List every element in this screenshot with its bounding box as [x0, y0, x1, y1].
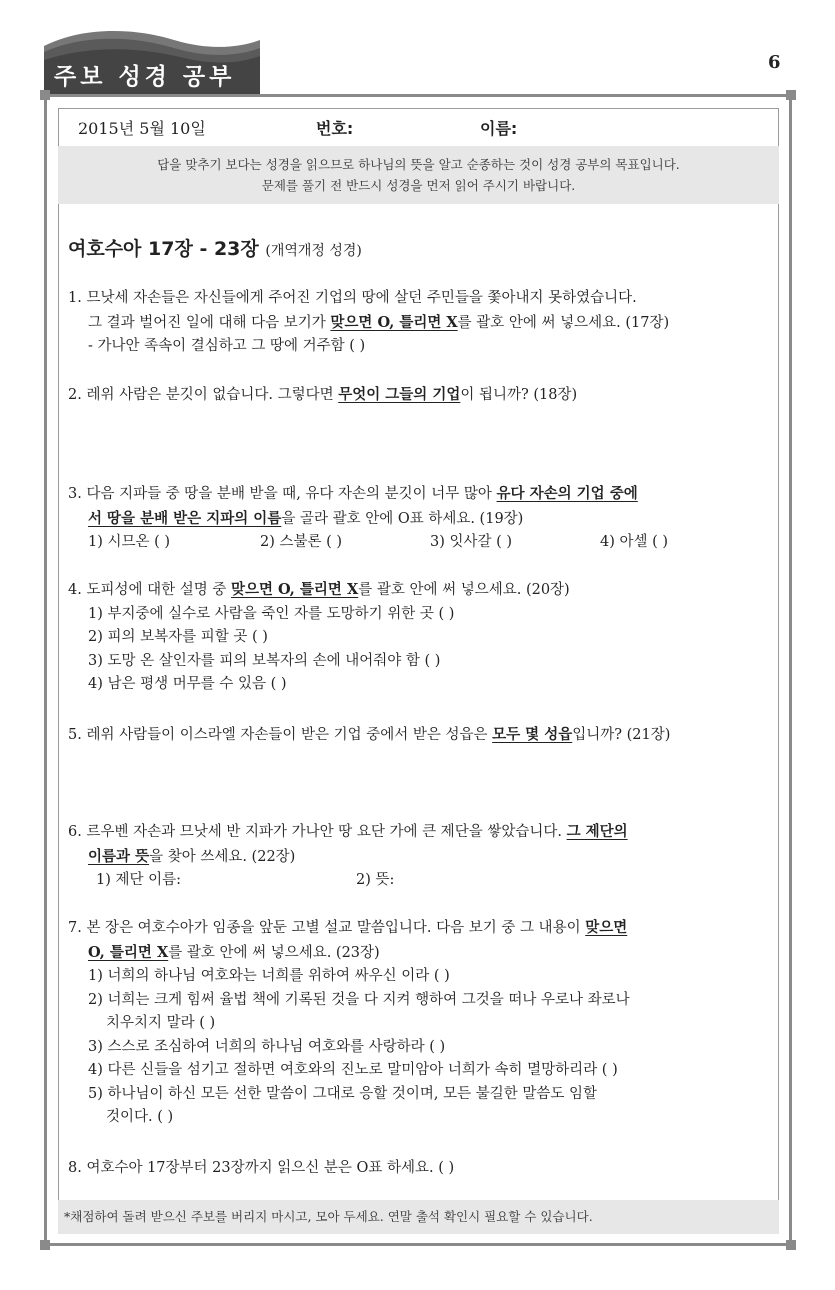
answer-option: 4) 남은 평생 머무를 수 있음 ( ): [88, 676, 287, 692]
emphasis: 그 제단의: [566, 823, 628, 840]
question-3: [68, 482, 768, 555]
section-subtitle: (개역개정 성경): [265, 243, 362, 259]
question-text: 2. 레위 사람은 분깃이 없습니다. 그렇다면 무엇이 그들의 기업이 됩니까? (18장): [68, 386, 578, 403]
name-label: 이름:: [480, 119, 518, 138]
notice-line: 문제를 풀기 전 반드시 성경을 먼저 읽어 주시기 바랍니다.: [261, 178, 576, 193]
question-text: 서 땅을 분배 받은 지파의 이름을 골라 괄호 안에 O표 하세요. (19장): [88, 509, 524, 527]
question-text: O, 틀리면 X를 괄호 안에 써 넣으세요. (23장): [88, 943, 380, 961]
emphasis: O, 틀리면 X: [88, 943, 169, 961]
section-title: [68, 234, 362, 261]
question-8: [68, 1157, 768, 1181]
question-1: [68, 287, 768, 359]
question-2: [68, 383, 768, 408]
answer-option: 2) 너희는 크게 힘써 율법 책에 기록된 것을 다 지켜 행하여 그것을 떠나 우로나 좌로나: [88, 991, 630, 1008]
answer-option: 1) 부지중에 실수로 사람을 죽인 자를 도망하기 위한 곳 ( ): [88, 605, 455, 622]
question-4: [68, 578, 768, 697]
frame-corner: [40, 90, 50, 100]
answer-option: 1) 시므온 ( ): [88, 534, 171, 550]
emphasis: 맞으면 O, 틀리면 X: [230, 581, 359, 598]
answer-option: 3) 도망 온 살인자를 피의 보복자의 손에 내어줘야 함 ( ): [88, 652, 441, 669]
emphasis: 맞으면: [585, 919, 628, 936]
instruction-notice: [58, 146, 779, 204]
question-text: 8. 여호수아 17장부터 23장까지 읽으신 분은 O표 하세요. ( ): [68, 1160, 455, 1176]
section-title-text: 여호수아 17장 - 23장: [68, 238, 259, 260]
emphasis: 유다 자손의 기업 중에: [496, 485, 638, 502]
meaning-label: 2) 뜻:: [356, 872, 395, 888]
page-title: 주보 성경 공부: [54, 64, 236, 90]
answer-option: 4) 다른 신들을 섬기고 절하면 여호와의 진노로 말미암아 너희가 속히 멸망하리라 ( ): [88, 1062, 618, 1078]
question-text: 7. 본 장은 여호수아가 임종을 앞둔 고별 설교 말씀입니다. 다음 보기 중 그 내용이 맞으면: [68, 919, 628, 936]
emphasis: 맞으면 O, 틀리면 X: [330, 313, 458, 331]
emphasis: 무엇이 그들의 기업: [338, 386, 461, 403]
answer-option: 2) 스불론 ( ): [260, 534, 343, 550]
frame-corner: [40, 1240, 50, 1250]
emphasis: 모두 몇 성읍: [492, 726, 573, 743]
page-number: 6: [768, 52, 781, 73]
answer-option: 2) 피의 보복자를 피할 곳 ( ): [88, 629, 268, 645]
answer-option: 것이다. ( ): [106, 1109, 174, 1125]
answer-option: 3) 스스로 조심하여 너희의 하나님 여호와를 사랑하라 ( ): [88, 1038, 446, 1055]
question-text: 이름과 뜻을 찾아 쓰세요. (22장): [88, 847, 296, 865]
answer-fields: [68, 869, 768, 893]
altar-name-label: 1) 제단 이름:: [96, 872, 182, 888]
question-text: 5. 레위 사람들이 이스라엘 자손들이 받은 기업 중에서 받은 성읍은 모두 몇 성읍입니까? (21장): [68, 726, 671, 743]
answer-option: 3) 잇사갈 ( ): [430, 534, 513, 550]
answer-option: 1) 너희의 하나님 여호와는 너희를 위하여 싸우신 이라 ( ): [88, 968, 450, 984]
footer-notice: *채점하여 돌려 받으신 주보를 버리지 마시고, 모아 두세요. 연말 출석 확인시 필요할 수 있습니다.: [58, 1200, 779, 1234]
notice-line: 답을 맞추기 보다는 성경을 읽으므로 하나님의 뜻을 알고 순종하는 것이 성경 공부의 목표입니다.: [157, 157, 680, 172]
question-text: 6. 르우벤 자손과 므낫세 반 지파가 가나안 땅 요단 가에 큰 제단을 쌓았습니다. 그 제단의: [68, 823, 628, 840]
question-text: 1. 므낫세 자손들은 자신들에게 주어진 기업의 땅에 살던 주민들을 쫓아내지 못하였습니다.: [68, 290, 637, 306]
emphasis: 서 땅을 분배 받은 지파의 이름: [88, 509, 282, 527]
frame-corner: [786, 1240, 796, 1250]
question-7: [68, 916, 768, 1130]
answer-option: - 가나안 족속이 결심하고 그 땅에 거주함 ( ): [88, 338, 366, 354]
answer-options: [68, 531, 768, 555]
date: 2015년 5월 10일: [78, 119, 206, 138]
answer-option: 4) 아셀 ( ): [600, 534, 669, 550]
question-text: 그 결과 벌어진 일에 대해 다음 보기가 맞으면 O, 틀리면 X를 괄호 안에 써 넣으세요. (17장): [88, 313, 670, 331]
emphasis: 이름과 뜻: [88, 847, 150, 865]
question-text: 3. 다음 지파들 중 땅을 분배 받을 때, 유다 자손의 분깃이 너무 많아 유다 자손의 기업 중에: [68, 485, 638, 502]
number-label: 번호:: [316, 119, 354, 138]
frame-corner: [786, 90, 796, 100]
question-5: [68, 723, 768, 748]
answer-option: 5) 하나님이 하신 모든 선한 말씀이 그대로 응할 것이며, 모든 불길한 말씀도 임할: [88, 1085, 598, 1102]
question-text: 4. 도피성에 대한 설명 중 맞으면 O, 틀리면 X를 괄호 안에 써 넣으세요. (20장): [68, 581, 570, 598]
question-6: [68, 820, 768, 893]
answer-option: 치우치지 말라 ( ): [106, 1015, 216, 1031]
